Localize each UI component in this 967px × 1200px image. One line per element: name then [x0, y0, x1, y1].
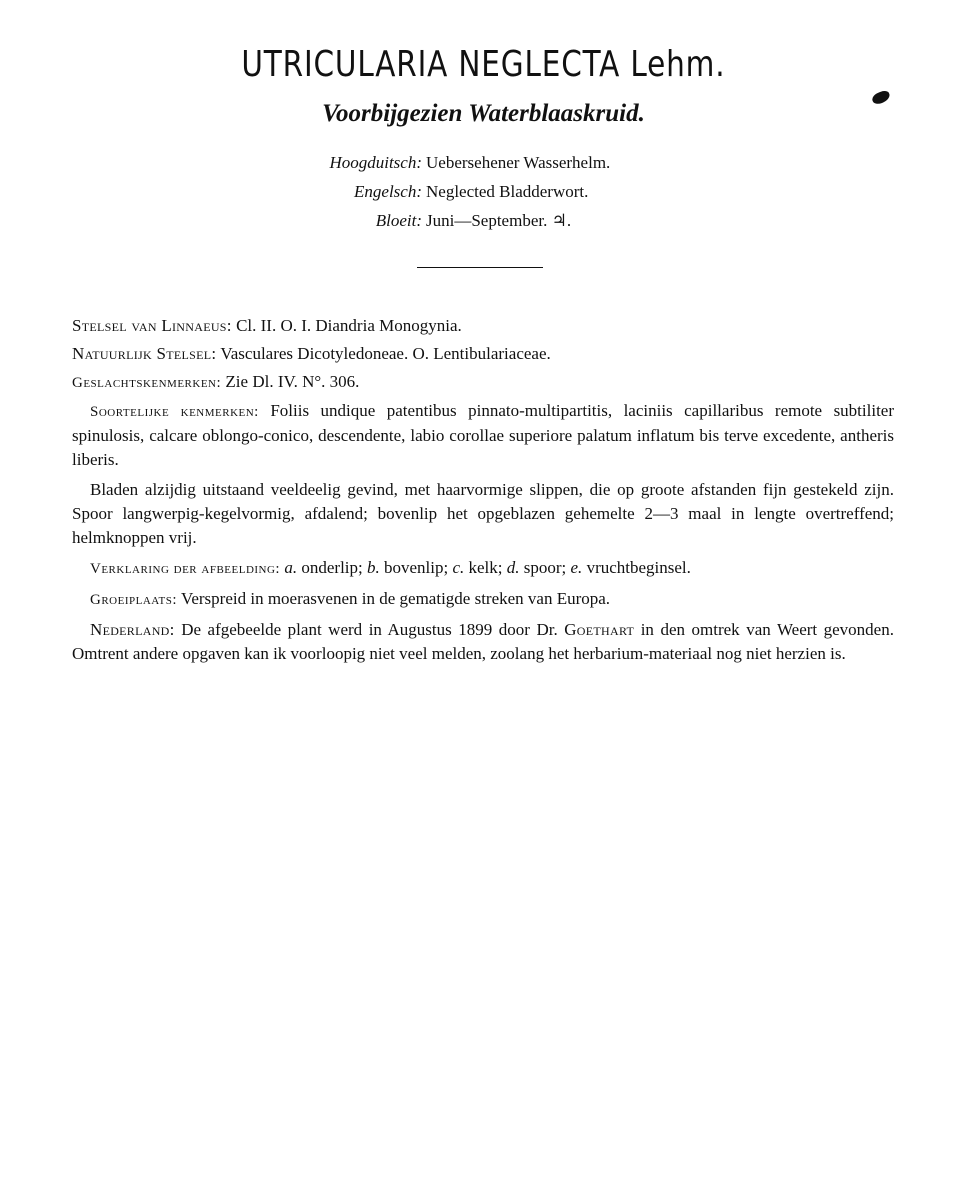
- common-names-block: [0, 148, 967, 235]
- dutch-common-name: Voorbijgezien Waterblaaskruid.: [322, 100, 645, 127]
- species-title: UTRICULARIA NEGLECTA Lehm.: [241, 44, 726, 85]
- name-row-german: [0, 148, 967, 177]
- name-label: Hoogduitsch:: [329, 153, 422, 172]
- legend-text: onderlip;: [297, 558, 367, 577]
- legend-key: a.: [284, 558, 298, 577]
- paragraph-netherlands: [72, 618, 894, 666]
- section-heading: Stelsel van Linnaeus:: [72, 316, 232, 335]
- section-heading: Verklaring der afbeelding:: [90, 561, 281, 577]
- description-body: [72, 314, 894, 672]
- legend-text: spoor;: [519, 558, 571, 577]
- section-text: Bladen alzijdig uitstaand veeldeelig gevind, met haarvormige slippen, die op groote afstanden fijn gestekeld zijn. Spoor langwerpig-kegelvormig, afdalend; bovenlip het opgeblazen gehemelte 2—3 maal in lengte overtreffend; helmknoppen vrij.: [72, 480, 894, 547]
- legend-key: b.: [367, 558, 380, 577]
- section-heading: Groeiplaats:: [90, 592, 178, 608]
- name-label: Engelsch:: [354, 182, 422, 201]
- section-text: Verspreid in moerasvenen in de gematigde streken van Europa.: [177, 589, 611, 608]
- name-label: Bloeit:: [375, 211, 422, 230]
- legend-key: c.: [452, 558, 465, 577]
- legend-key: d.: [506, 558, 520, 577]
- paragraph-habitat: [72, 587, 894, 612]
- paragraph-linnaeus: [72, 314, 894, 338]
- person-name: Goethart: [564, 620, 635, 639]
- name-value: Neglected Bladderwort.: [426, 182, 589, 201]
- paragraph-description: [72, 478, 894, 550]
- section-heading: Soortelijke kenmerken:: [90, 404, 259, 420]
- legend-key: e.: [570, 558, 583, 577]
- section-divider: [417, 267, 543, 268]
- name-row-flowering: [0, 206, 967, 235]
- legend-text: vruchtbeginsel.: [582, 558, 691, 577]
- section-text: Vasculares Dicotyledoneae. O. Lentibulariaceae.: [216, 344, 551, 363]
- section-text: De afgebeelde plant werd in Augustus 1899 door Dr.: [174, 620, 565, 639]
- name-value: Uebersehener Wasserhelm.: [426, 153, 611, 172]
- legend-text: kelk;: [464, 558, 507, 577]
- name-value: Juni—September. ♃.: [426, 211, 572, 230]
- section-heading: Natuurlijk Stelsel:: [72, 344, 217, 363]
- section-text: Foliis undique patentibus pinnato-multipartitis, laciniis capillaribus remote subtiliter spinulosis, calcare oblongo-conico, descendente, labio corollae superiore palatum inflatum bis terve excedente, antheris liberis.: [72, 401, 895, 469]
- paragraph-genus: [72, 370, 894, 395]
- paragraph-natural-system: [72, 342, 894, 366]
- paragraph-species: [72, 399, 894, 472]
- name-row-english: [0, 177, 967, 206]
- section-heading: Nederland:: [90, 620, 175, 639]
- section-heading: Geslachtskenmerken:: [72, 375, 222, 391]
- section-text: Cl. II. O. I. Diandria Monogynia.: [231, 316, 462, 335]
- section-text: Zie Dl. IV. N°. 306.: [221, 372, 360, 391]
- paragraph-figure-legend: [72, 556, 894, 581]
- section-text: in den omtrek van Weert gevonden. Omtrent andere opgaven kan ik voorloopig niet veel melden, zoolang het herbarium-materiaal nog niet herzien is.: [72, 620, 894, 663]
- legend-text: bovenlip;: [379, 558, 453, 577]
